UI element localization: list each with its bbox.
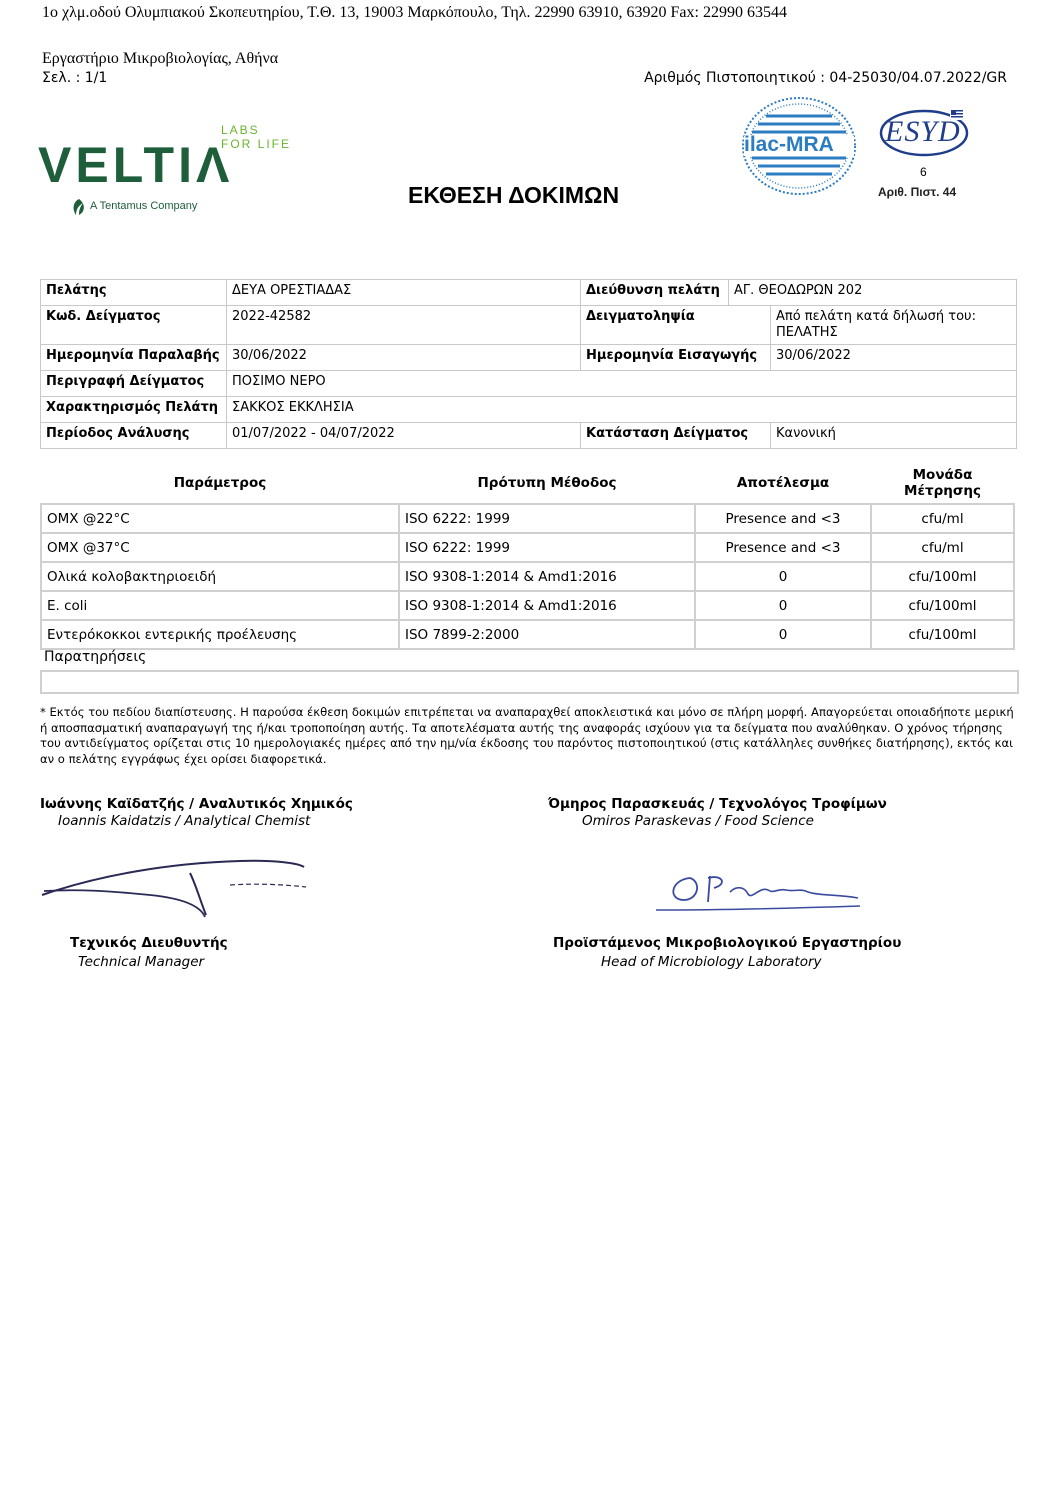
method-cell: ISO 6222: 1999 xyxy=(399,533,695,562)
client-label: Πελάτης xyxy=(41,280,227,306)
parameter-cell: Ολικά κολοβακτηριοειδή xyxy=(41,562,399,591)
characterization-value: ΣΑΚΚΟΣ ΕΚΚΛΗΣΙΑ xyxy=(227,397,1017,423)
right-signatory-role: Προϊστάμενος Μικροβιολογικού Εργαστηρίου xyxy=(553,935,902,951)
right-signatory-name: Όμηρος Παρασκευάς / Τεχνολόγος Τροφίμων xyxy=(548,796,887,812)
unit-cell: cfu/ml xyxy=(871,504,1014,533)
esyd-number: 6 xyxy=(920,165,927,179)
method-cell: ISO 7899-2:2000 xyxy=(399,620,695,649)
sample-status-label: Κατάσταση Δείγματος xyxy=(581,423,771,449)
right-signature xyxy=(650,866,866,918)
sampling-value: Από πελάτη κατά δήλωσή του: ΠΕΛΑΤΗΣ xyxy=(771,306,1017,345)
right-signatory-name-en: Omiros Paraskevas / Food Science xyxy=(582,813,814,829)
received-date-value: 30/06/2022 xyxy=(227,345,581,371)
left-signatory-role: Τεχνικός Διευθυντής xyxy=(70,935,228,951)
sample-info-table xyxy=(40,279,1017,449)
sample-status-value: Κανονική xyxy=(771,423,1017,449)
unit-cell: cfu/100ml xyxy=(871,591,1014,620)
table-row xyxy=(41,620,1014,649)
result-cell: Presence and <3 xyxy=(695,504,871,533)
logo-wordmark: VELTIΛ xyxy=(38,137,234,193)
certificate-number: Αριθμός Πιστοποιητικού : 04-25030/04.07.2022/GR xyxy=(644,70,1007,86)
observations-label: Παρατηρήσεις xyxy=(44,649,147,665)
result-cell: 0 xyxy=(695,591,871,620)
result-cell: Presence and <3 xyxy=(695,533,871,562)
unit-cell: cfu/100ml xyxy=(871,620,1014,649)
left-signatory-name: Ιωάννης Καϊδατζής / Αναλυτικός Χημικός xyxy=(40,796,353,812)
esyd-certificate-number: Αριθ. Πιστ. 44 xyxy=(878,185,957,199)
esyd-logo-text: ESYD xyxy=(885,115,961,148)
table-row xyxy=(41,591,1014,620)
table-row xyxy=(41,306,1017,345)
description-value: ΠΟΣΙΜΟ ΝΕΡΟ xyxy=(227,371,1017,397)
page-number: Σελ. : 1/1 xyxy=(42,70,108,86)
left-signature xyxy=(40,855,308,921)
logo-tagline-1: LABS xyxy=(221,123,260,137)
ilac-mra-seal xyxy=(740,96,858,196)
laboratory-name: Εργαστήριο Μικροβιολογίας, Αθήνα xyxy=(42,50,279,67)
client-value: ΔΕΥΑ ΟΡΕΣΤΙΑΔΑΣ xyxy=(227,280,581,306)
result-cell: 0 xyxy=(695,562,871,591)
entry-date-label: Ημερομηνία Εισαγωγής xyxy=(581,345,771,371)
method-cell: ISO 6222: 1999 xyxy=(399,504,695,533)
parameter-cell: ΟΜΧ @22°C xyxy=(41,504,399,533)
parameter-cell: E. coli xyxy=(41,591,399,620)
table-row xyxy=(41,371,1017,397)
left-signatory-name-en: Ioannis Kaidatzis / Analytical Chemist xyxy=(58,813,311,829)
parameter-cell: ΟΜΧ @37°C xyxy=(41,533,399,562)
column-header-unit: Μονάδα Μέτρησης xyxy=(904,467,981,499)
method-cell: ISO 9308-1:2014 & Amd1:2016 xyxy=(399,591,695,620)
veltia-logo xyxy=(38,120,298,220)
analysis-period-label: Περίοδος Ανάλυσης xyxy=(41,423,227,449)
sampling-label: Δειγματοληψία xyxy=(581,306,771,345)
unit-cell: cfu/ml xyxy=(871,533,1014,562)
received-date-label: Ημερομηνία Παραλαβής xyxy=(41,345,227,371)
result-cell: 0 xyxy=(695,620,871,649)
table-row xyxy=(41,345,1017,371)
parameter-cell: Εντερόκοκκοι εντερικής προέλευσης xyxy=(41,620,399,649)
right-signatory-role-en: Head of Microbiology Laboratory xyxy=(601,954,822,970)
analysis-period-value: 01/07/2022 - 04/07/2022 xyxy=(227,423,581,449)
tentamus-leaf-icon xyxy=(70,198,88,216)
table-row xyxy=(41,397,1017,423)
column-header-method: Πρότυπη Μέθοδος xyxy=(477,475,617,491)
observations-box xyxy=(40,670,1019,694)
company-address: 1ο χλμ.οδού Ολυμπιακού Σκοπευτηρίου, Τ.Θ. 13, 19003 Μαρκόπουλο, Τηλ. 22990 63910, 63920 Fax: 22990 63544 xyxy=(42,4,787,21)
client-address-value: ΑΓ. ΘΕΟΔΩΡΩΝ 202 xyxy=(729,280,1017,306)
ilac-mra-text: ilac-MRA xyxy=(744,133,834,156)
table-row xyxy=(41,562,1014,591)
unit-cell: cfu/100ml xyxy=(871,562,1014,591)
method-cell: ISO 9308-1:2014 & Amd1:2016 xyxy=(399,562,695,591)
description-label: Περιγραφή Δείγματος xyxy=(41,371,227,397)
left-signatory-role-en: Technical Manager xyxy=(78,954,205,970)
results-header-row xyxy=(41,463,1014,504)
report-title: ΕΚΘΕΣΗ ΔΟΚΙΜΩΝ xyxy=(408,182,620,208)
column-header-result: Αποτέλεσμα xyxy=(736,475,830,491)
sample-code-value: 2022-42582 xyxy=(227,306,581,345)
table-row xyxy=(41,280,1017,306)
logo-tagline-2: FOR LIFE xyxy=(221,137,292,151)
table-row xyxy=(41,504,1014,533)
tentamus-tagline: A Tentamus Company xyxy=(90,200,198,212)
sample-code-label: Κωδ. Δείγματος xyxy=(41,306,227,345)
table-row xyxy=(41,533,1014,562)
disclaimer-text: * Εκτός του πεδίου διαπίστευσης. Η παρούσα έκθεση δοκιμών επιτρέπεται να αναπαραχθεί αποκλειστικά και μόνο σε πλήρη μορφή. Απαγορεύεται οποιαδήποτε μερική ή αποσπασματική αναπαραγωγή της ή/και τροποποίηση αυτής. Τα αποτελέσματα αυτής της αναφοράς ισχύουν για τα δείγματα που αναλύθηκαν. Ο χρόνος τήρησης του αντιδείγματος ορίζεται στις 10 ημερολογιακές ημέρες από την ημ/νία έκδοσης του παρόντος πιστοποιητικού (στις κατάλληλες συνθήκες διατήρησης), εκτός και αν ο πελάτης εγγράφως έχει ορίσει διαφορετικά. xyxy=(40,705,1014,766)
client-address-label: Διεύθυνση πελάτη xyxy=(581,280,729,306)
characterization-label: Χαρακτηρισμός Πελάτη xyxy=(41,397,227,423)
column-header-parameter: Παράμετρος xyxy=(173,475,267,491)
esyd-seal xyxy=(878,108,970,158)
entry-date-value: 30/06/2022 xyxy=(771,345,1017,371)
table-row xyxy=(41,423,1017,449)
results-table xyxy=(40,463,1015,650)
